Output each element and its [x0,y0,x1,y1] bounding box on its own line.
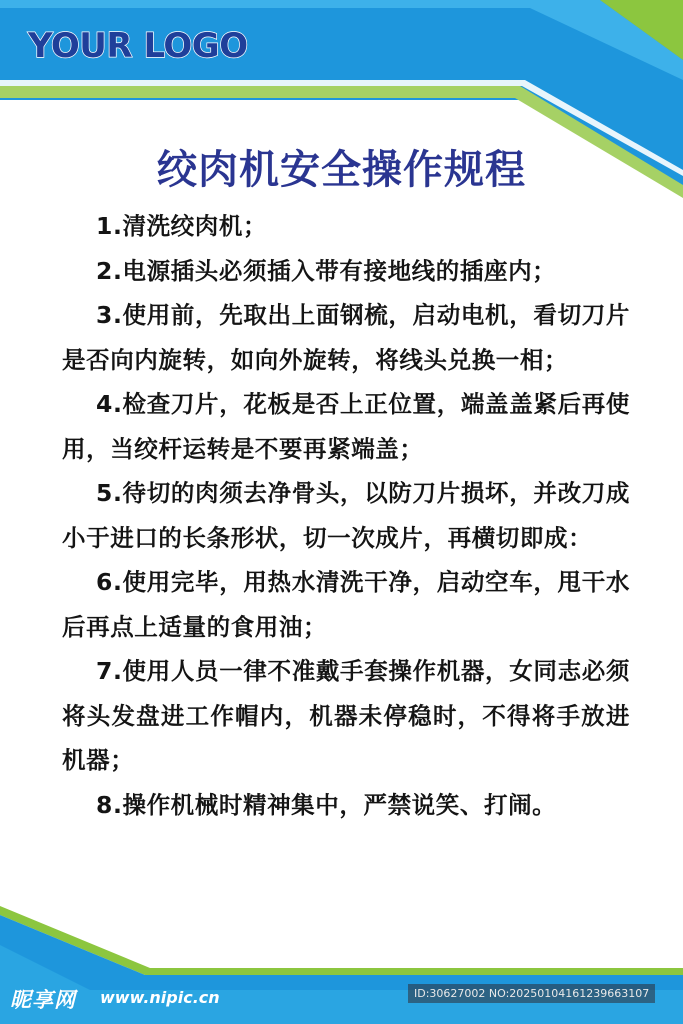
logo-text: YOUR LOGO [28,26,248,66]
watermark-id: ID:30627002 NO:20250104161239663107 [408,984,655,1003]
watermark-url: www.nipic.cn [100,988,220,1007]
rule-item: 2.电源插头必须插入带有接地线的插座内； [96,256,557,285]
watermark-site-logo: 昵享网 [10,988,76,1012]
rule-item: 6.使用完毕，用热水清洗干净，启动空车，甩干水后再点上适量的食用油； [62,568,630,641]
rule-item: 1.清洗绞肉机； [96,212,268,240]
rule-item: 8.操作机械时精神集中，严禁说笑、打闹。 [96,790,557,819]
poster-title: 绞肉机安全操作规程 [157,147,526,193]
rule-item: 5.待切的肉须去净骨头，以防刀片损坏，并改刀成小于进口的长条形状，切一次成片，再横切即成： [62,479,630,552]
rules-list [62,204,630,827]
rule-item: 4.检查刀片，花板是否上正位置，端盖盖紧后再使用，当绞杆运转是不要再紧端盖； [62,390,630,463]
rule-item: 3.使用前，先取出上面钢梳，启动电机，看切刀片是否向内旋转，如向外旋转，将线头兑换一相； [62,301,630,374]
rule-item: 7.使用人员一律不准戴手套操作机器，女同志必须将头发盘进工作帽内，机器未停稳时，不得将手放进机器； [62,657,630,774]
